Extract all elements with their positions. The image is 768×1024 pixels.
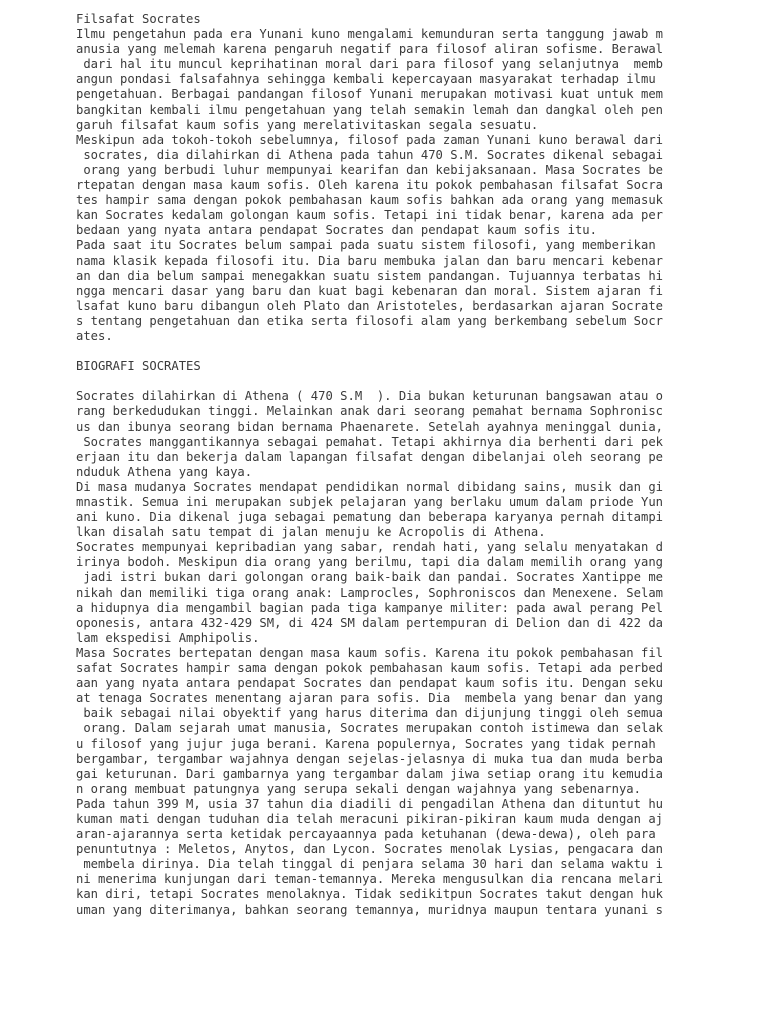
text-line: gai keturunan. Dari gambarnya yang tergambar dalam jiwa setiap orang itu kemudia <box>76 766 663 781</box>
text-line: u filosof yang jujur juga berani. Karena populernya, Socrates yang tidak pernah <box>76 736 656 751</box>
text-line: dari hal itu muncul keprihatinan moral dari para filosof yang selanjutnya memb <box>76 57 663 72</box>
text-line: lam ekspedisi Amphipolis. <box>76 630 260 645</box>
document-page <box>76 12 676 918</box>
text-line: a hidupnya dia mengambil bagian pada tiga kampanye militer: pada awal perang Pel <box>76 600 663 615</box>
text-line: orang yang berbudi luhur mempunyai kearifan dan kebijaksanaan. Masa Socrates be <box>76 162 663 177</box>
text-line: bergambar, tergambar wajahnya dengan sejelas-jelasnya di muka tua dan muda berba <box>76 751 663 766</box>
text-line: oponesis, antara 432-429 SM, di 424 SM dalam pertempuran di Delion dan di 422 da <box>76 615 663 630</box>
text-line: n orang membuat patungnya yang serupa sekali dengan wajahnya yang sebenarnya. <box>76 781 641 796</box>
text-line: lsafat kuno baru dibangun oleh Plato dan Aristoteles, berdasarkan ajaran Socrate <box>76 298 663 313</box>
text-line: jadi istri bukan dari golongan orang baik-baik dan pandai. Socrates Xantippe me <box>76 570 663 585</box>
text-line: Socrates mempunyai kepribadian yang sabar, rendah hati, yang selalu menyatakan d <box>76 540 663 555</box>
text-line: tes hampir sama dengan pokok pembahasan kaum sofis bahkan ada orang yang memasuk <box>76 193 663 208</box>
text-line: garuh filsafat kaum sofis yang merelativitaskan segala sesuatu. <box>76 117 539 132</box>
text-line: an dan dia belum sampai menegakkan suatu sistem pandangan. Tujuannya terbatas hi <box>76 268 663 283</box>
text-line: kuman mati dengan tuduhan dia telah meracuni pikiran-pikiran kaum muda dengan aj <box>76 811 663 826</box>
text-line: socrates, dia dilahirkan di Athena pada tahun 470 S.M. Socrates dikenal sebagai <box>76 147 663 162</box>
text-line: s tentang pengetahuan dan etika serta filosofi alam yang berkembang sebelum Socr <box>76 313 663 328</box>
text-line: orang. Dalam sejarah umat manusia, Socrates merupakan contoh istimewa dan selak <box>76 721 663 736</box>
text-line: nduduk Athena yang kaya. <box>76 464 253 479</box>
text-line: membela dirinya. Dia telah tinggal di penjara selama 30 hari dan selama waktu i <box>76 857 663 872</box>
text-line: bedaan yang nyata antara pendapat Socrates dan pendapat kaum sofis itu. <box>76 223 597 238</box>
text-line: Masa Socrates bertepatan dengan masa kaum sofis. Karena itu pokok pembahasan fil <box>76 645 663 660</box>
text-line: Socrates dilahirkan di Athena ( 470 S.M ). Dia bukan keturunan bangsawan atau o <box>76 389 663 404</box>
text-line: Meskipun ada tokoh-tokoh sebelumnya, filosof pada zaman Yunani kuno berawal dari <box>76 132 663 147</box>
text-line: at tenaga Socrates menentang ajaran para sofis. Dia membela yang benar dan yang <box>76 691 663 706</box>
text-line: Filsafat Socrates <box>76 12 201 26</box>
text-line: Pada tahun 399 M, usia 37 tahun dia diadili di pengadilan Athena dan dituntut hu <box>76 796 663 811</box>
text-line: bangkitan kembali ilmu pengetahuan yang telah semakin lemah dan dangkal oleh pen <box>76 102 663 117</box>
text-line: uman yang diterimanya, bahkan seorang temannya, muridnya maupun tentara yunani s <box>76 902 663 917</box>
text-line: rang berkedudukan tinggi. Melainkan anak dari seorang pemahat bernama Sophronisc <box>76 404 663 419</box>
text-line: safat Socrates hampir sama dengan pokok pembahasan kaum sofis. Tetapi ada perbed <box>76 661 663 676</box>
text-line: kan diri, tetapi Socrates menolaknya. Tidak sedikitpun Socrates takut dengan huk <box>76 887 663 902</box>
text-line: aran-ajarannya serta ketidak percayaannya pada ketuhanan (dewa-dewa), oleh para <box>76 827 656 842</box>
text-line: nama klasik kepada filosofi itu. Dia baru membuka jalan dan baru mencari kebenar <box>76 253 663 268</box>
text-line: BIOGRAFI SOCRATES <box>76 359 201 374</box>
text-line: ni menerima kunjungan dari teman-temannya. Mereka mengusulkan dia rencana melari <box>76 872 663 887</box>
text-line <box>76 344 676 359</box>
text-line: ngga mencari dasar yang baru dan kuat bagi kebenaran dan moral. Sistem ajaran fi <box>76 283 663 298</box>
text-line: us dan ibunya seorang bidan bernama Phaenarete. Setelah ayahnya meninggal dunia, <box>76 419 663 434</box>
text-line: pengetahuan. Berbagai pandangan filosof Yunani merupakan motivasi kuat untuk mem <box>76 87 663 102</box>
text-line: anusia yang melemah karena pengaruh negatif para filosof aliran sofisme. Berawal <box>76 42 663 57</box>
text-line: penuntutnya : Meletos, Anytos, dan Lycon. Socrates menolak Lysias, pengacara dan <box>76 842 663 857</box>
text-line: nikah dan memiliki tiga orang anak: Lamprocles, Sophroniscos dan Menexene. Selam <box>76 585 663 600</box>
text-line: angun pondasi falsafahnya sehingga kembali kepercayaan masyarakat terhadap ilmu <box>76 72 656 87</box>
text-line: Socrates manggantikannya sebagai pemahat. Tetapi akhirnya dia berhenti dari pek <box>76 434 663 449</box>
text-line: baik sebagai nilai obyektif yang harus diterima dan dijunjung tinggi oleh semua <box>76 706 663 721</box>
text-line: ani kuno. Dia dikenal juga sebagai pematung dan beberapa karyanya pernah ditampi <box>76 510 663 525</box>
text-line: Ilmu pengetahun pada era Yunani kuno mengalami kemunduran serta tanggung jawab m <box>76 27 663 42</box>
text-line: mnastik. Semua ini merupakan subjek pelajaran yang berlaku umum dalam priode Yun <box>76 495 663 509</box>
text-line: Di masa mudanya Socrates mendapat pendidikan normal dibidang sains, musik dan gi <box>76 479 663 494</box>
text-line: aan yang nyata antara pendapat Socrates dan pendapat kaum sofis itu. Dengan seku <box>76 676 663 691</box>
text-line: rtepatan dengan masa kaum sofis. Oleh karena itu pokok pembahasan filsafat Socra <box>76 178 663 193</box>
text-line: Pada saat itu Socrates belum sampai pada suatu sistem filosofi, yang memberikan <box>76 238 656 253</box>
text-line: ates. <box>76 328 113 343</box>
text-line: kan Socrates kedalam golongan kaum sofis. Tetapi ini tidak benar, karena ada per <box>76 208 663 223</box>
text-line: lkan disalah satu tempat di jalan menuju ke Acropolis di Athena. <box>76 525 546 540</box>
text-line: irinya bodoh. Meskipun dia orang yang berilmu, tapi dia dalam memilih orang yang <box>76 555 663 570</box>
text-line: erjaan itu dan bekerja dalam lapangan filsafat dengan dibelanjai oleh seorang pe <box>76 449 663 464</box>
text-line <box>76 374 676 389</box>
